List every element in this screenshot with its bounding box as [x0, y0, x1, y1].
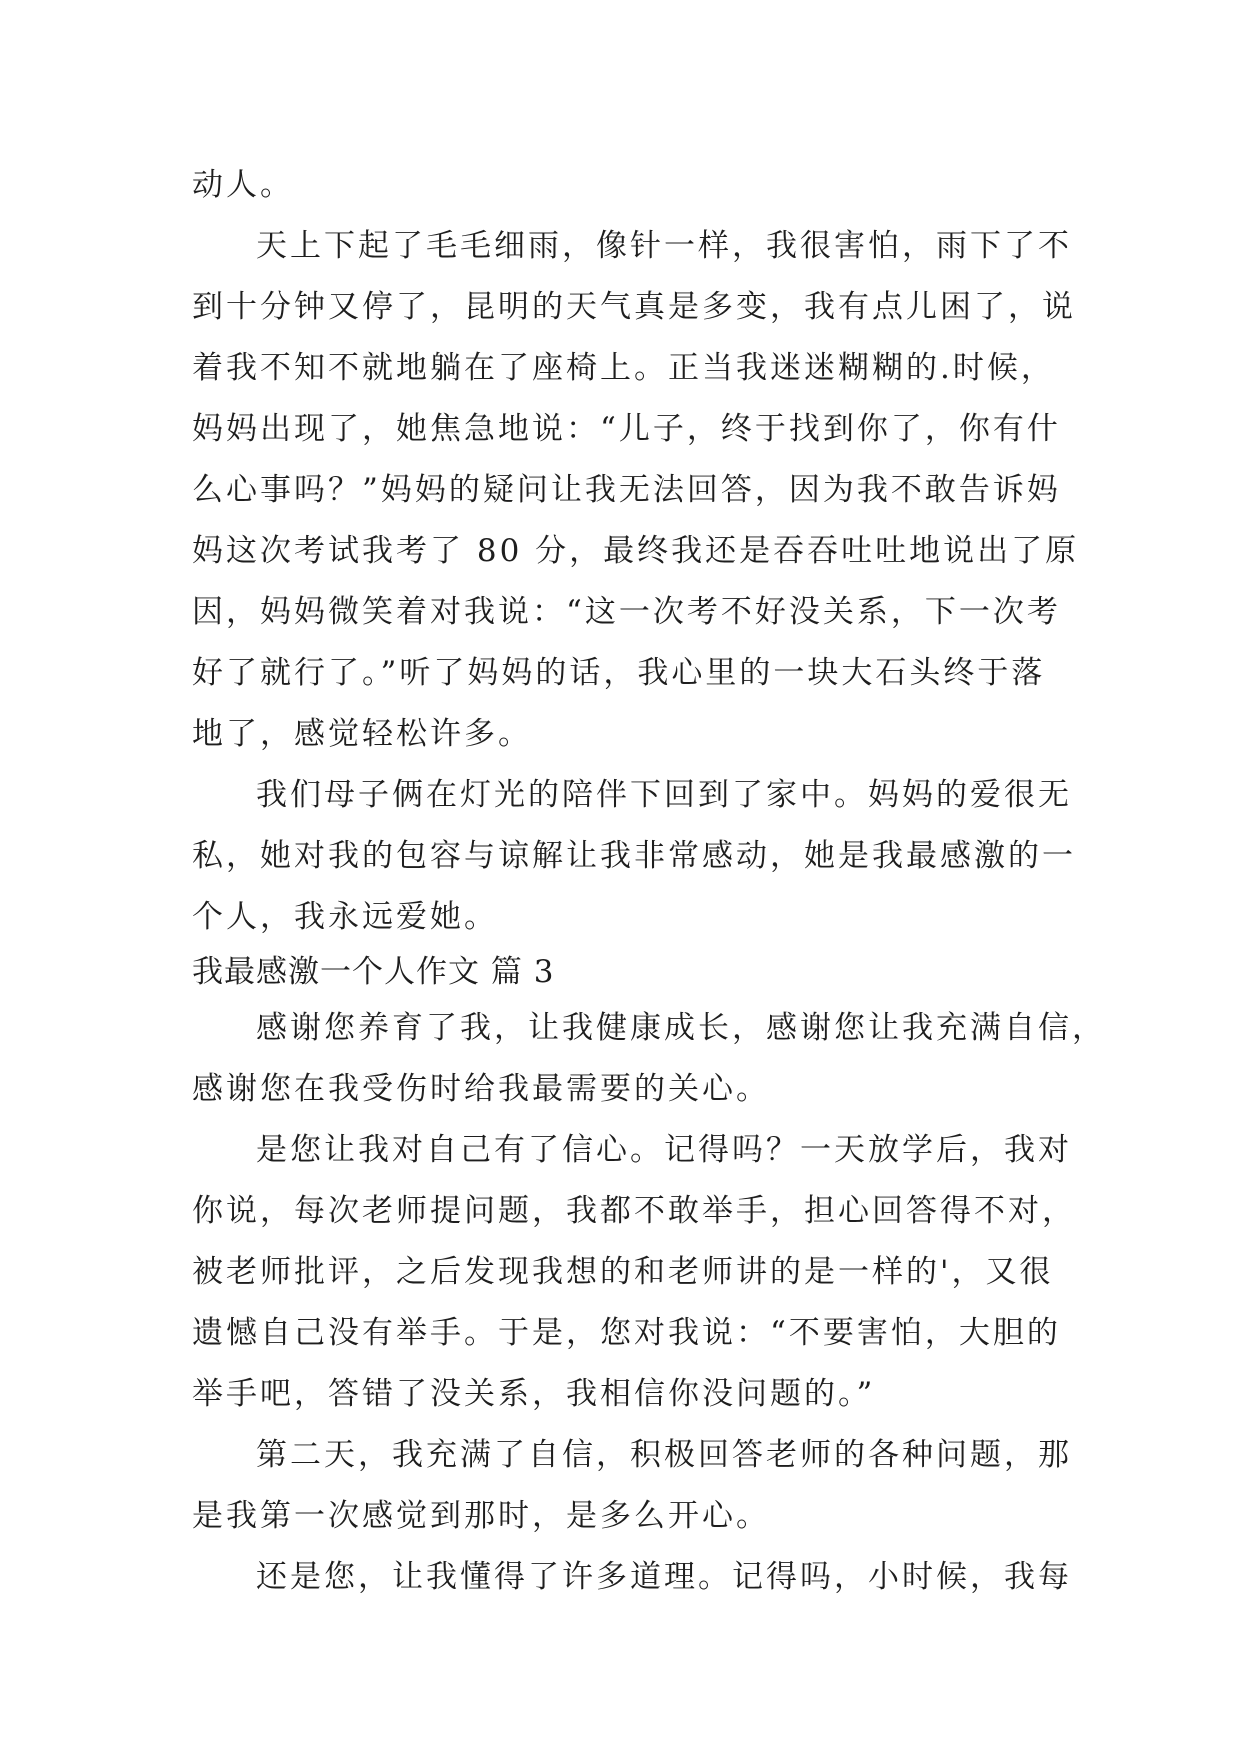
text-line: 么心事吗？”妈妈的疑问让我无法回答，因为我不敢告诉妈	[192, 472, 1061, 508]
text-line: 地了，感觉轻松许多。	[192, 716, 532, 752]
text-line: 好了就行了。”听了妈妈的话，我心里的一块大石头终于落	[192, 655, 1046, 691]
text-line: 被老师批评，之后发现我想的和老师讲的是一样的'，又很	[192, 1254, 1054, 1290]
section-heading: 我最感激一个人作文 篇 3	[192, 954, 555, 990]
text-line: 个人，我永远爱她。	[192, 899, 498, 935]
text-line: 私，她对我的包容与谅解让我非常感动，她是我最感激的一	[192, 838, 1076, 874]
paragraph-first-line: 感谢您养育了我，让我健康成长，感谢您让我充满自信，	[256, 1010, 1106, 1046]
paragraph-first-line: 天上下起了毛毛细雨，像针一样，我很害怕，雨下了不	[256, 228, 1072, 264]
text-line: 你说，每次老师提问题，我都不敢举手，担心回答得不对，	[192, 1193, 1076, 1229]
text-line: 动人。	[192, 167, 294, 203]
paragraph-first-line: 我们母子俩在灯光的陪伴下回到了家中。妈妈的爱很无	[256, 777, 1072, 813]
text-line: 举手吧，答错了没关系，我相信你没问题的。”	[192, 1376, 876, 1412]
text-line: 妈妈出现了，她焦急地说：“儿子，终于找到你了，你有什	[192, 411, 1061, 447]
paragraph-first-line: 是您让我对自己有了信心。记得吗？一天放学后，我对	[256, 1132, 1072, 1168]
text-line: 妈这次考试我考了 80 分，最终我还是吞吞吐吐地说出了原	[192, 533, 1080, 569]
text-line: 因，妈妈微笑着对我说：“这一次考不好没关系，下一次考	[192, 594, 1061, 630]
text-line: 到十分钟又停了，昆明的天气真是多变，我有点儿困了，说	[192, 289, 1076, 325]
text-line: 着我不知不就地躺在了座椅上。正当我迷迷糊糊的.时候，	[192, 350, 1055, 386]
paragraph-first-line: 还是您，让我懂得了许多道理。记得吗，小时候，我每	[256, 1559, 1072, 1595]
text-line: 遗憾自己没有举手。于是，您对我说：“不要害怕，大胆的	[192, 1315, 1061, 1351]
paragraph-first-line: 第二天，我充满了自信，积极回答老师的各种问题，那	[256, 1437, 1072, 1473]
text-line: 是我第一次感觉到那时，是多么开心。	[192, 1498, 770, 1534]
text-line: 感谢您在我受伤时给我最需要的关心。	[192, 1071, 770, 1107]
